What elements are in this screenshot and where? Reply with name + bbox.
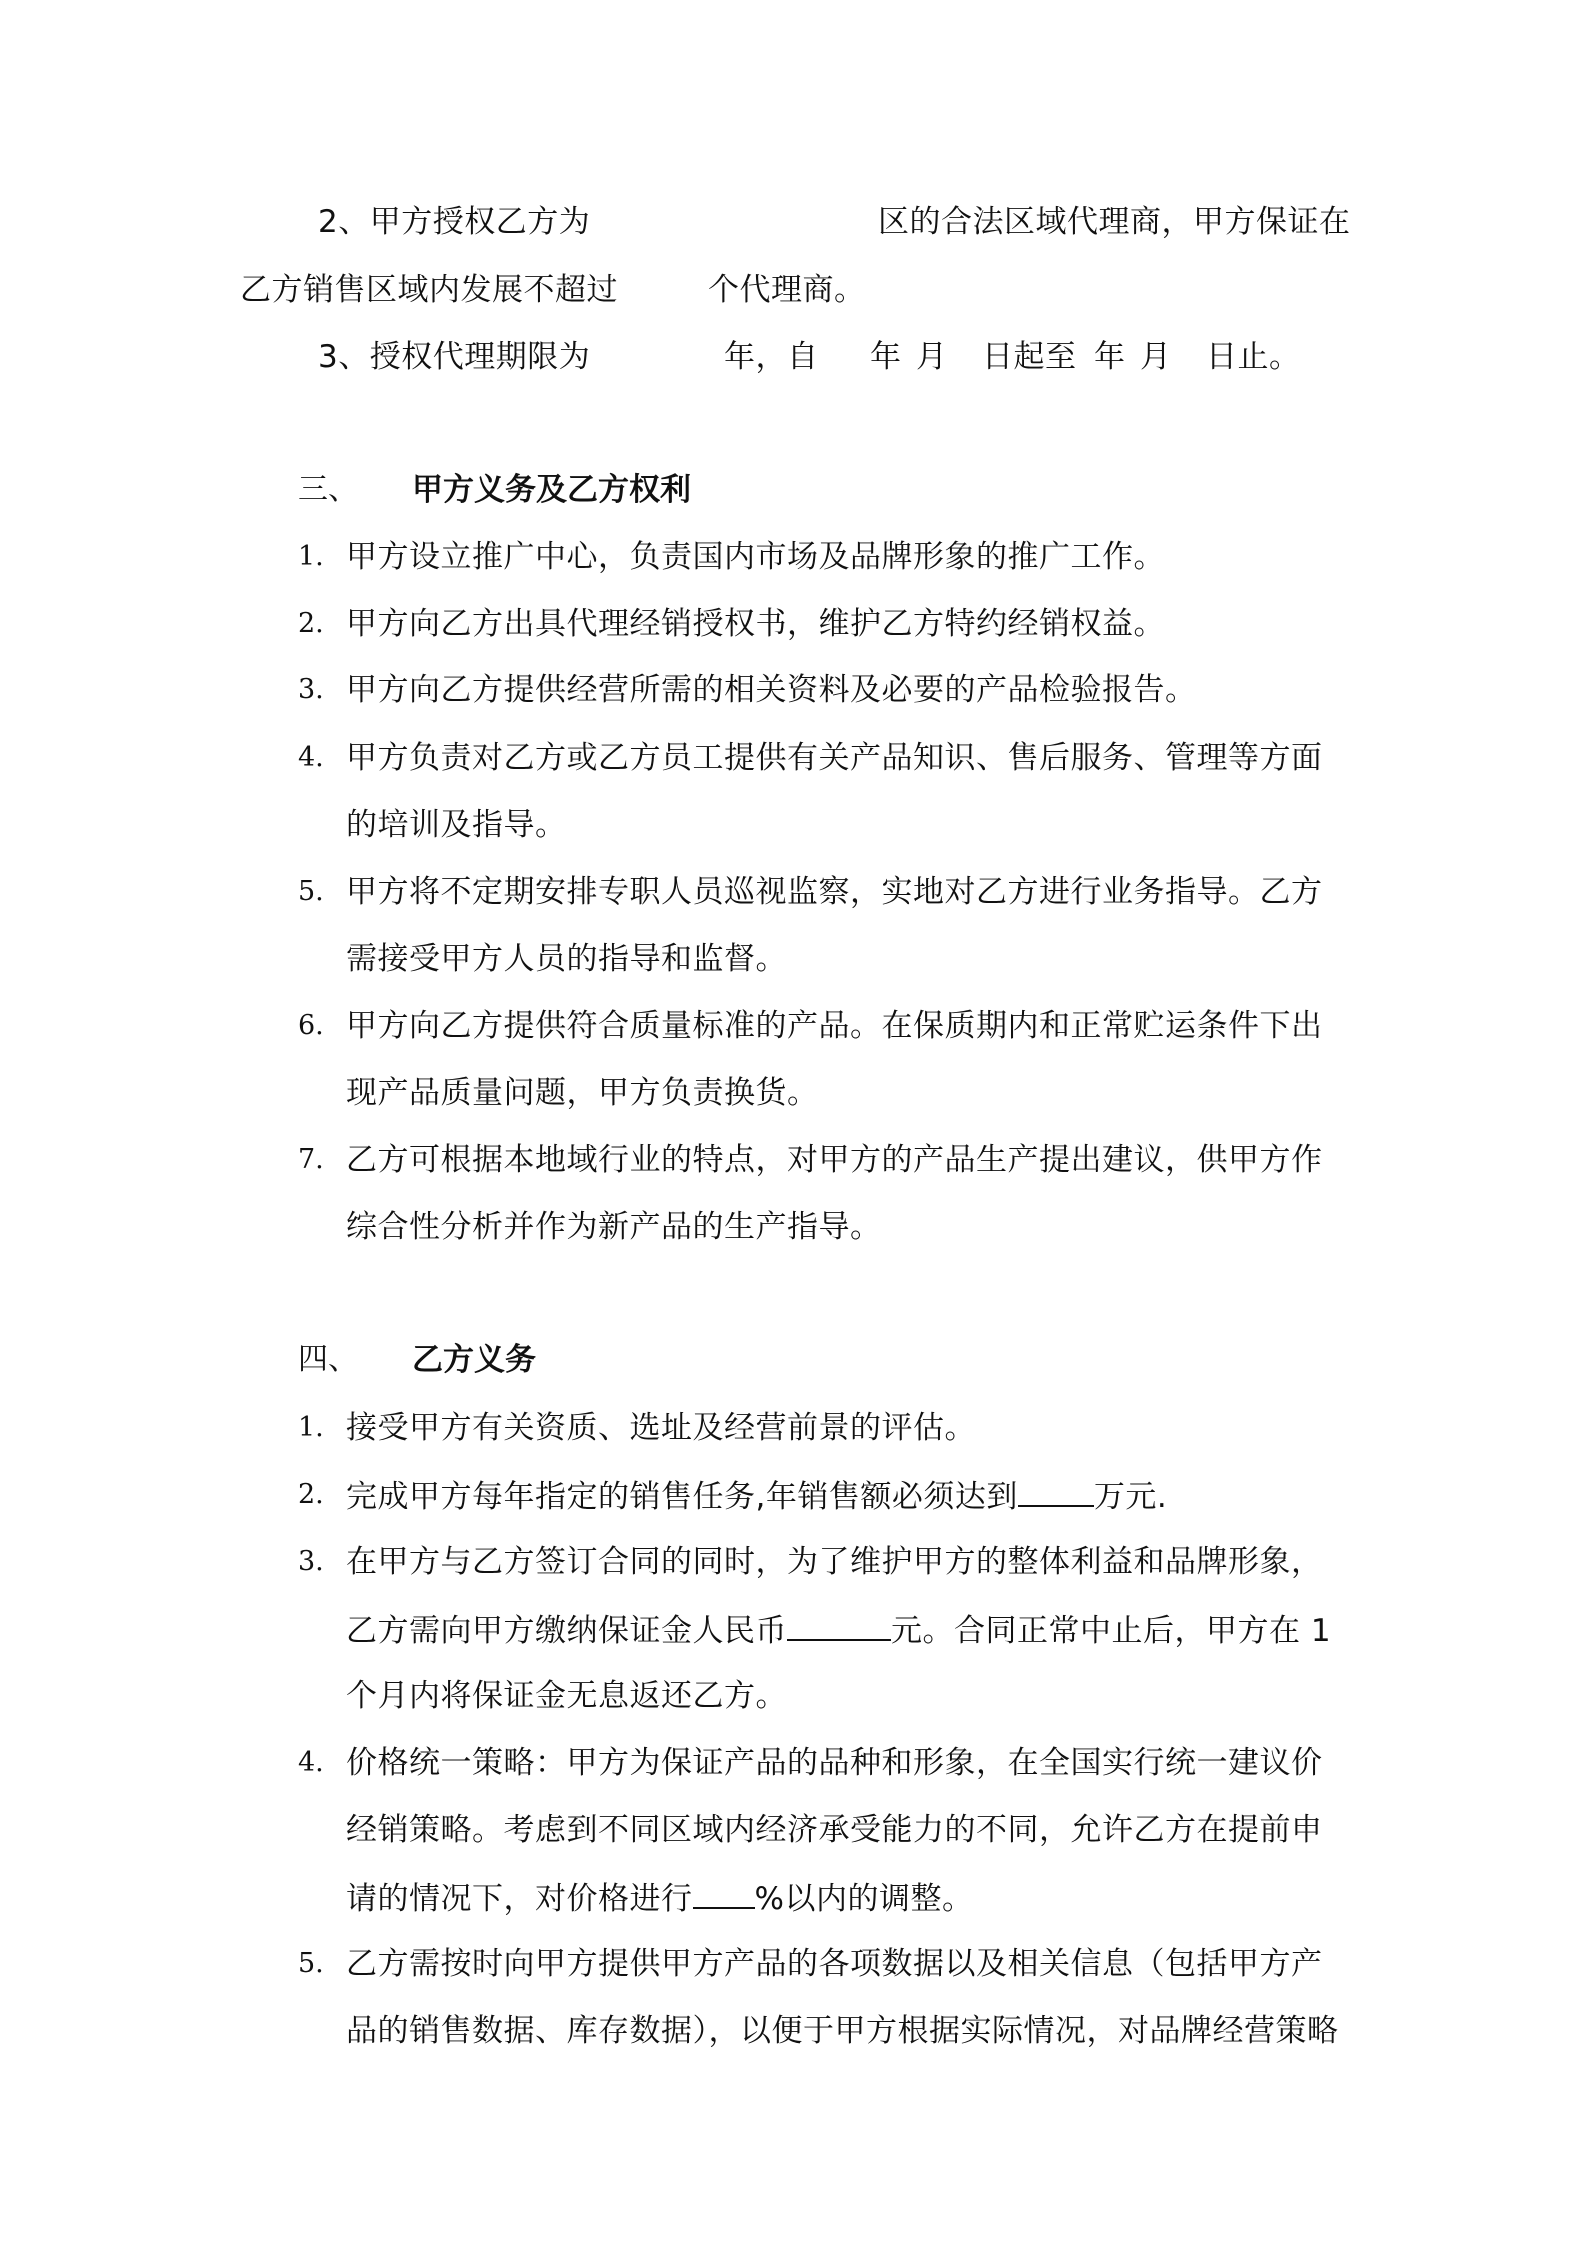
- s4-item5-text-line2: 品的销售数据、库存数据），以便于甲方根据实际情况，对品牌经营策略: [346, 2013, 1339, 2049]
- section3-number: 三、: [298, 472, 358, 507]
- s4-item4-text-line2: 经销策略。考虑到不同区域内经济承受能力的不同，允许乙方在提前申: [346, 1812, 1323, 1848]
- s4-item2-text-a: 完成甲方每年指定的销售任务,年销售额必须达到: [346, 1479, 1018, 1515]
- s4-item1-text: 接受甲方有关资质、选址及经营前景的评估。: [346, 1410, 976, 1446]
- price-adjust-blank: [693, 1877, 755, 1909]
- s3-item4-text-line1: 甲方负责对乙方或乙方员工提供有关产品知识、售后服务、管理等方面: [346, 740, 1323, 776]
- s4-item4-number: 4.: [298, 1747, 324, 1778]
- s4-item3-text-line3: 个月内将保证金无息返还乙方。: [346, 1678, 787, 1714]
- s3-item6-text-line2: 现产品质量问题，甲方负责换货。: [346, 1075, 819, 1111]
- s4-item4-text-line3-b: %以内的调整。: [754, 1881, 974, 1917]
- s3-item2-text: 甲方向乙方出具代理经销授权书，维护乙方特约经销权益。: [346, 606, 1165, 642]
- clause3-text-a: 3、授权代理期限为: [318, 339, 591, 375]
- s3-item4-number: 4.: [298, 742, 324, 773]
- clause3-text-f: 年: [1094, 339, 1126, 375]
- clause3-text-h: 日止。: [1206, 339, 1301, 375]
- section3-title: 甲方义务及乙方权利: [412, 472, 691, 508]
- clause3-text-b: 年，自: [724, 339, 819, 375]
- s3-item4-text-line2: 的培训及指导。: [346, 807, 567, 843]
- s4-item2-number: 2.: [298, 1479, 324, 1510]
- clause2-text-a: 2、甲方授权乙方为: [318, 204, 591, 240]
- deposit-amount-blank: [787, 1609, 891, 1641]
- section4-number: 四、: [298, 1342, 358, 1377]
- s3-item7-text-line1: 乙方可根据本地域行业的特点，对甲方的产品生产提出建议，供甲方作: [346, 1142, 1323, 1178]
- clause3-text-c: 年: [870, 339, 902, 375]
- s3-item7-text-line2: 综合性分析并作为新产品的生产指导。: [346, 1209, 882, 1245]
- s3-item7-number: 7.: [298, 1144, 324, 1175]
- s4-item4-text-line1: 价格统一策略：甲方为保证产品的品种和形象，在全国实行统一建议价: [346, 1745, 1323, 1781]
- clause2-text-d: 个代理商。: [708, 272, 866, 308]
- s3-item3-number: 3.: [298, 674, 324, 705]
- clause3-text-g: 月: [1140, 339, 1172, 375]
- s4-item5-number: 5.: [298, 1948, 324, 1979]
- s4-item4-text-line3-a: 请的情况下，对价格进行: [346, 1881, 693, 1917]
- s3-item1-text: 甲方设立推广中心，负责国内市场及品牌形象的推广工作。: [346, 539, 1165, 575]
- clause3-text-d: 月: [916, 339, 948, 375]
- s4-item5-text-line1: 乙方需按时向甲方提供甲方产品的各项数据以及相关信息（包括甲方产: [346, 1946, 1323, 1982]
- s3-item5-text-line2: 需接受甲方人员的指导和监督。: [346, 941, 787, 977]
- s4-item2-text-b: 万元.: [1093, 1479, 1168, 1515]
- s4-item2-text: [346, 1475, 1167, 1517]
- s3-item3-text: 甲方向乙方提供经营所需的相关资料及必要的产品检验报告。: [346, 672, 1197, 708]
- clause2-text-b: 区的合法区域代理商，甲方保证在: [878, 204, 1351, 240]
- s4-item3-number: 3.: [298, 1546, 324, 1577]
- s4-item4-text-line3: [346, 1877, 973, 1919]
- s3-item6-number: 6.: [298, 1010, 324, 1041]
- s3-item2-number: 2.: [298, 608, 324, 639]
- s4-item3-text-line2-a: 乙方需向甲方缴纳保证金人民币: [346, 1613, 787, 1649]
- s3-item1-number: 1.: [298, 541, 324, 572]
- s4-item3-text-line2: [346, 1609, 1331, 1651]
- clause2-text-c: 乙方销售区域内发展不超过: [240, 272, 618, 308]
- s3-item5-number: 5.: [298, 876, 324, 907]
- s4-item3-text-line2-b: 元。合同正常中止后，甲方在 1: [891, 1613, 1332, 1649]
- s4-item1-number: 1.: [298, 1412, 324, 1443]
- s3-item5-text-line1: 甲方将不定期安排专职人员巡视监察，实地对乙方进行业务指导。乙方: [346, 874, 1323, 910]
- s4-item3-text-line1: 在甲方与乙方签订合同的同时，为了维护甲方的整体利益和品牌形象，: [346, 1544, 1323, 1580]
- sales-target-blank: [1018, 1475, 1094, 1507]
- clause3-text-e: 日起至: [982, 339, 1077, 375]
- section4-title: 乙方义务: [412, 1342, 536, 1378]
- s3-item6-text-line1: 甲方向乙方提供符合质量标准的产品。在保质期内和正常贮运条件下出: [346, 1008, 1323, 1044]
